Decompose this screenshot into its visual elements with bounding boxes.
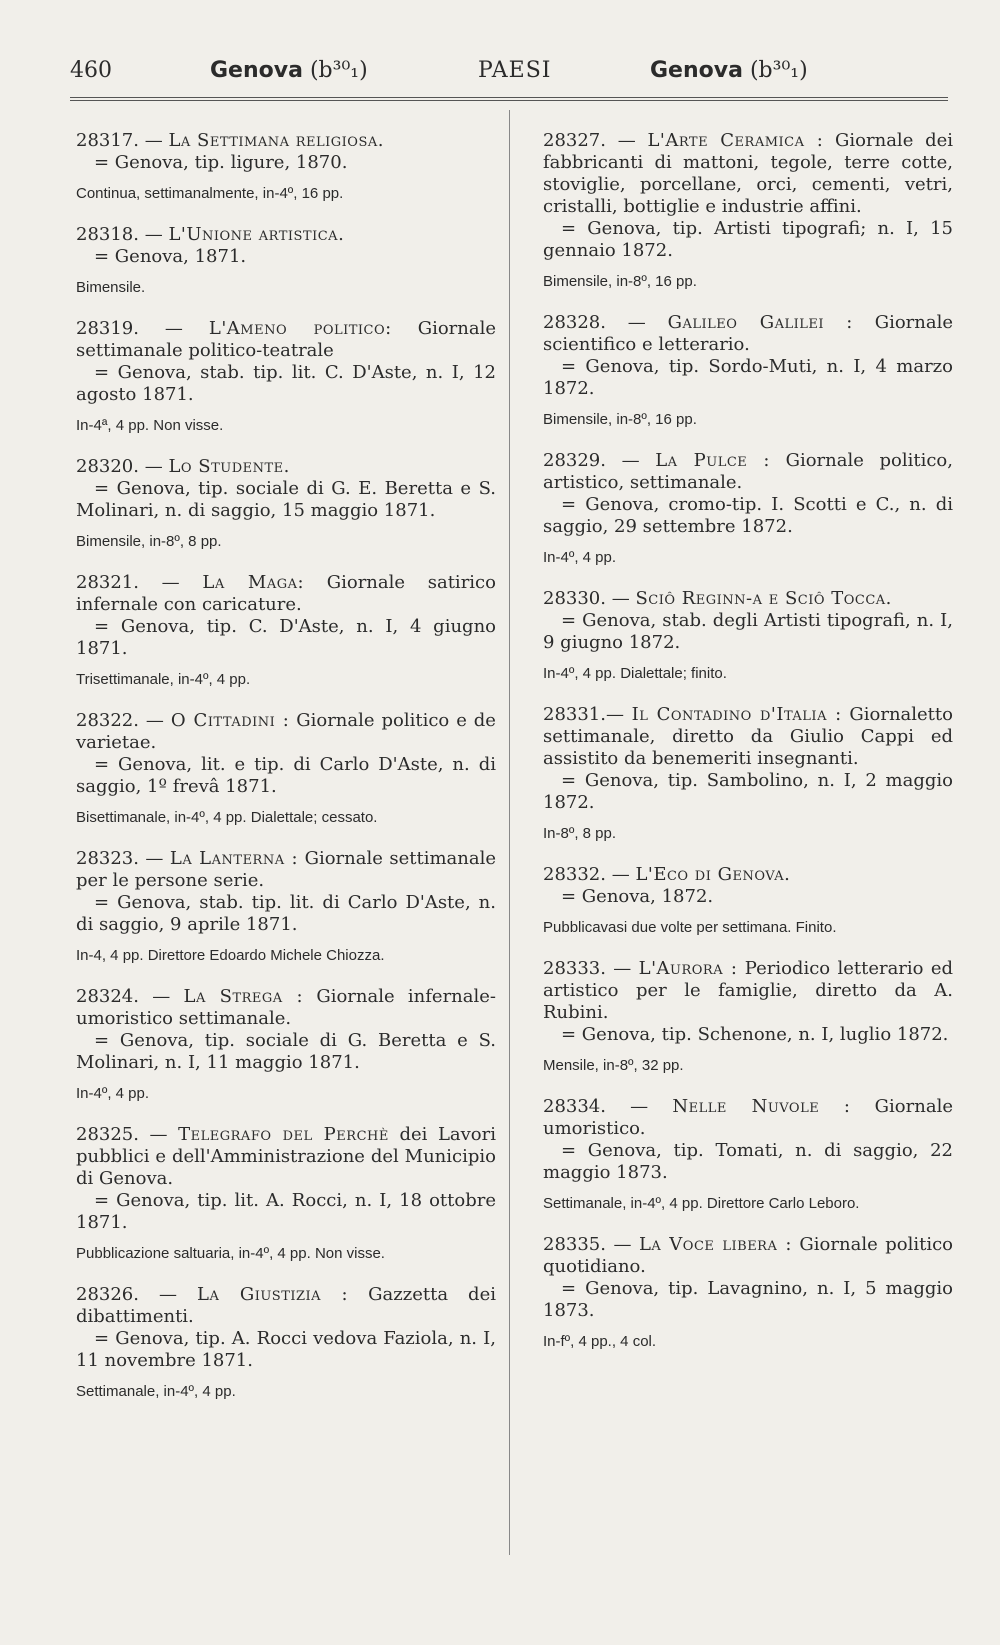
catalog-entry <box>543 958 953 1076</box>
entry-publication: = Genova, 1872. <box>561 886 714 907</box>
catalog-entry <box>543 450 953 568</box>
entry-note: In-8º, 8 pp. <box>543 825 617 842</box>
catalog-entry <box>76 986 496 1104</box>
entry-number: 28320. <box>76 456 139 477</box>
entry-heading: 28324. — La Strega : Giornale infernale-umoristico settimanale. <box>76 986 496 1029</box>
entry-number: 28329. <box>543 450 606 471</box>
left-column <box>76 130 496 1422</box>
entry-publication: = Genova, tip. Artisti tipografi; n. I, 15 gennaio 1872. <box>543 218 953 261</box>
entry-description: Periodico letterario ed artistico per le famiglie, diretto da A. Rubini. <box>543 958 953 1023</box>
catalog-entry <box>543 1234 953 1352</box>
entry-note: Pubblicazione saltuaria, in-4º, 4 pp. Non visse. <box>76 1245 385 1262</box>
entry-number: 28326. <box>76 1284 139 1305</box>
entry-publication: = Genova, tip. sociale di G. E. Beretta e S. Molinari, n. di saggio, 15 maggio 1871. <box>76 478 496 521</box>
running-head-right-suffix: (b³⁰₁) <box>749 58 808 83</box>
entry-note: In-4º, 4 pp. <box>543 549 617 566</box>
entry-description: Giornale umoristico. <box>543 1096 953 1139</box>
entry-publication: = Genova, tip. A. Rocci vedova Faziola, n. I, 11 novembre 1871. <box>76 1328 496 1371</box>
entry-title: L'Unione artistica. <box>168 224 345 245</box>
entry-number: 28331.— <box>543 704 624 725</box>
entry-publication: = Genova, stab. tip. lit. C. D'Aste, n. I, 12 agosto 1871. <box>76 362 496 405</box>
entry-description: Giornale infernale-umoristico settimanale. <box>76 986 496 1029</box>
column-divider <box>509 110 510 1555</box>
entry-heading: 28321. — La Maga: Giornale satirico infernale con caricature. <box>76 572 496 615</box>
entry-publication: = Genova, tip. sociale di G. Beretta e S. Molinari, n. I, 11 maggio 1871. <box>76 1030 496 1073</box>
entry-note: Continua, settimanalmente, in-4º, 16 pp. <box>76 185 344 202</box>
entry-heading: 28317. — La Settimana religiosa. <box>76 130 384 151</box>
entry-note: Mensile, in-8º, 32 pp. <box>543 1057 684 1074</box>
entry-description: dei Lavori pubblici e dell'Amministrazione del Municipio di Genova. <box>76 1124 496 1189</box>
entry-heading: 28320. — Lo Studente. <box>76 456 290 477</box>
entry-title: La Maga: <box>202 572 305 593</box>
entry-description: Giornale scientifico e letterario. <box>543 312 953 355</box>
catalog-entry <box>76 318 496 436</box>
entry-number: 28324. <box>76 986 139 1007</box>
running-head-left <box>210 58 368 83</box>
entry-title: Galileo Galilei : <box>667 312 853 333</box>
catalog-entry <box>76 572 496 690</box>
entry-note: Bimensile. <box>76 279 146 296</box>
entry-publication: = Genova, lit. e tip. di Carlo D'Aste, n. di saggio, 1º frevâ 1871. <box>76 754 496 797</box>
catalog-entry <box>76 1284 496 1402</box>
entry-title: Il Contadino d'Italia : <box>631 704 842 725</box>
entry-heading: 28322. — O Cittadini : Giornale politico e de varietae. <box>76 710 496 753</box>
entry-description: Giornale politico e de varietae. <box>76 710 496 753</box>
catalog-entry <box>543 864 953 938</box>
entry-description: Giornale settimanale politico-teatrale <box>76 318 496 361</box>
right-column <box>543 130 953 1372</box>
entry-note: Trisettimanale, in-4º, 4 pp. <box>76 671 251 688</box>
entry-heading: 28330. — Sciô Reginn-a e Sciô Tocca. <box>543 588 892 609</box>
entry-description: Giornale dei fabbricanti di mattoni, tegole, terre cotte, stoviglie, porcellane, orci, cementi, vetri, cristalli, bottiglie e industrie affini. <box>543 130 953 217</box>
entry-publication: = Genova, tip. C. D'Aste, n. I, 4 giugno 1871. <box>76 616 496 659</box>
catalog-entry <box>76 456 496 552</box>
catalog-entry <box>76 130 496 204</box>
catalog-entry <box>543 1096 953 1214</box>
entry-publication: = Genova, tip. Lavagnino, n. I, 5 maggio 1873. <box>543 1278 953 1321</box>
entry-number: 28319. <box>76 318 139 339</box>
entry-heading: 28325. — Telegrafo del Perchè dei Lavori pubblici e dell'Amministrazione del Municipio di Genova. <box>76 1124 496 1189</box>
entry-note: Settimanale, in-4º, 4 pp. Direttore Carlo Leboro. <box>543 1195 860 1212</box>
entry-description: Gazzetta dei dibattimenti. <box>76 1284 496 1327</box>
entry-publication: = Genova, tip. Schenone, n. I, luglio 1872. <box>561 1024 949 1045</box>
entry-number: 28327. <box>543 130 606 151</box>
entry-title: L'Ameno politico: <box>208 318 392 339</box>
entry-note: Bisettimanale, in-4º, 4 pp. Dialettale; cessato. <box>76 809 378 826</box>
entry-note: In-4º, 4 pp. Dialettale; finito. <box>543 665 727 682</box>
entry-note: Pubblicavasi due volte per settimana. Finito. <box>543 919 837 936</box>
entry-title: La Pulce : <box>655 450 770 471</box>
entry-title: L'Aurora : <box>638 958 738 979</box>
entry-publication: = Genova, tip. lit. A. Rocci, n. I, 18 ottobre 1871. <box>76 1190 496 1233</box>
entry-number: 28318. <box>76 224 139 245</box>
entry-number: 28325. <box>76 1124 139 1145</box>
catalog-entry <box>543 312 953 430</box>
entry-note: In-4ª, 4 pp. Non visse. <box>76 417 224 434</box>
entry-description: Giornaletto settimanale, diretto da Giulio Cappi ed assistito da benemeriti insegnanti. <box>543 704 953 769</box>
entry-title: La Settimana religiosa. <box>168 130 384 151</box>
entry-heading: 28323. — La Lanterna : Giornale settimanale per le persone serie. <box>76 848 496 891</box>
entry-note: In-4, 4 pp. Direttore Edoardo Michele Chiozza. <box>76 947 385 964</box>
entry-note: In-fº, 4 pp., 4 col. <box>543 1333 657 1350</box>
entry-description: Giornale politico, artistico, settimanale. <box>543 450 953 493</box>
entry-title: Nelle Nuvole : <box>672 1096 851 1117</box>
entry-publication: = Genova, tip. Sambolino, n. I, 2 maggio 1872. <box>543 770 953 813</box>
entry-number: 28335. <box>543 1234 606 1255</box>
catalog-entry <box>543 704 953 844</box>
entry-title: L'Arte Ceramica : <box>647 130 824 151</box>
catalog-entry <box>76 1124 496 1264</box>
entry-title: La Lanterna : <box>169 848 299 869</box>
entry-title: La Voce libera : <box>638 1234 792 1255</box>
entry-note: Settimanale, in-4º, 4 pp. <box>76 1383 236 1400</box>
entry-publication: = Genova, 1871. <box>94 246 247 267</box>
entry-number: 28332. <box>543 864 606 885</box>
entry-note: In-4º, 4 pp. <box>76 1085 150 1102</box>
running-head-left-title: Genova <box>210 58 303 83</box>
header-rule-top <box>70 97 948 98</box>
entry-publication: = Genova, tip. Sordo-Muti, n. I, 4 marzo 1872. <box>543 356 953 399</box>
running-head-left-suffix: (b³⁰₁) <box>309 58 368 83</box>
entry-heading: 28335. — La Voce libera : Giornale politico quotidiano. <box>543 1234 953 1277</box>
entry-number: 28330. <box>543 588 606 609</box>
catalog-entry <box>543 588 953 684</box>
entry-publication: = Genova, tip. ligure, 1870. <box>94 152 348 173</box>
catalog-entry <box>76 224 496 298</box>
entry-description: Giornale settimanale per le persone serie. <box>76 848 496 891</box>
entry-title: La Giustizia : <box>196 1284 349 1305</box>
entry-publication: = Genova, stab. degli Artisti tipografi, n. I, 9 giugno 1872. <box>543 610 953 653</box>
entry-title: O Cittadini : <box>170 710 290 731</box>
entry-publication: = Genova, stab. tip. lit. di Carlo D'Aste, n. di saggio, 9 aprile 1871. <box>76 892 496 935</box>
running-head-right <box>650 58 808 83</box>
entry-note: Bimensile, in-8º, 16 pp. <box>543 273 697 290</box>
entry-number: 28333. <box>543 958 606 979</box>
entry-title: Lo Studente. <box>168 456 290 477</box>
entry-number: 28328. <box>543 312 606 333</box>
catalog-entry <box>76 710 496 828</box>
entry-number: 28322. <box>76 710 139 731</box>
entry-description: Giornale politico quotidiano. <box>543 1234 953 1277</box>
entry-heading <box>543 704 953 770</box>
entry-heading: 28333. — L'Aurora : Periodico letterario ed artistico per le famiglie, diretto da A. Rubini. <box>543 958 953 1023</box>
catalog-entry <box>76 848 496 966</box>
entry-title: La Strega : <box>183 986 304 1007</box>
running-head-right-title: Genova <box>650 58 743 83</box>
entry-number: 28323. <box>76 848 139 869</box>
entry-heading: 28319. — L'Ameno politico: Giornale settimanale politico-teatrale <box>76 318 496 361</box>
entry-note: Bimensile, in-8º, 8 pp. <box>76 533 222 550</box>
entry-number: 28321. <box>76 572 139 593</box>
page-header <box>70 58 950 94</box>
entry-heading: 28329. — La Pulce : Giornale politico, artistico, settimanale. <box>543 450 953 493</box>
running-head-center: PAESI <box>478 58 552 83</box>
entry-number: 28317. <box>76 130 139 151</box>
entry-description: Giornale satirico infernale con caricature. <box>76 572 496 615</box>
entry-publication: = Genova, cromo-tip. I. Scotti e C., n. di saggio, 29 settembre 1872. <box>543 494 953 537</box>
entry-heading: 28332. — L'Eco di Genova. <box>543 864 791 885</box>
entry-title: L'Eco di Genova. <box>635 864 791 885</box>
entry-note: Bimensile, in-8º, 16 pp. <box>543 411 697 428</box>
header-rule-bottom <box>70 100 948 101</box>
entry-heading: 28334. — Nelle Nuvole : Giornale umoristico. <box>543 1096 953 1139</box>
entry-publication: = Genova, tip. Tomati, n. di saggio, 22 maggio 1873. <box>543 1140 953 1183</box>
entry-number: 28334. <box>543 1096 606 1117</box>
entry-title: Sciô Reginn-a e Sciô Tocca. <box>635 588 892 609</box>
catalog-entry <box>543 130 953 292</box>
entry-heading: 28328. — Galileo Galilei : Giornale scientifico e letterario. <box>543 312 953 355</box>
entry-heading: 28326. — La Giustizia : Gazzetta dei dibattimenti. <box>76 1284 496 1327</box>
entry-title: Telegrafo del Perchè <box>178 1124 389 1145</box>
entry-heading: 28318. — L'Unione artistica. <box>76 224 345 245</box>
entry-heading: 28327. — L'Arte Ceramica : Giornale dei fabbricanti di mattoni, tegole, terre cotte, stoviglie, porcellane, orci, cementi, vetri, cristalli, bottiglie e industrie affini. <box>543 130 953 217</box>
page-number: 460 <box>70 58 112 83</box>
